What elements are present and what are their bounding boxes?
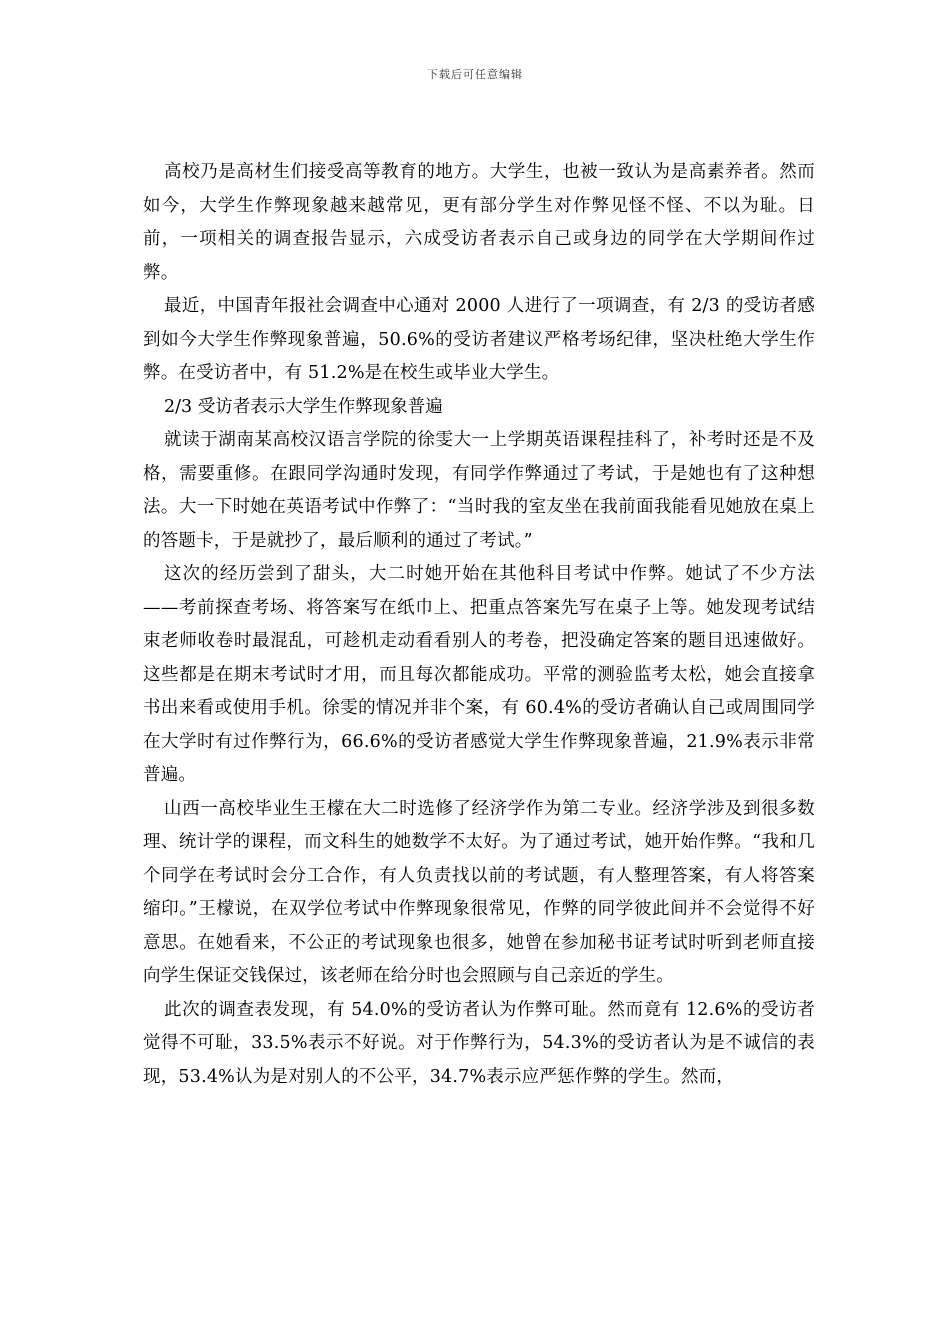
article-body bbox=[143, 156, 815, 1094]
paragraph-intro: 高校乃是高材生们接受高等教育的地方。大学生，也被一致认为是高素养者。然而如今，大学生作弊现象越来越常见，更有部分学生对作弊见怪不怪、不以为耻。日前，一项相关的调查报告显示，六成受访者表示自己或身边的同学在大学期间作过弊。 bbox=[143, 162, 815, 283]
paragraph-survey-results: 此次的调查表发现，有 54.0%的受访者认为作弊可耻。然而竟有 12.6%的受访者觉得不可耻，33.5%表示不好说。对于作弊行为，54.3%的受访者认为是不诚信的表现，53.4%认为是对别人的不公平，34.7%表示应严惩作弊的学生。然而， bbox=[143, 999, 815, 1087]
paragraph-xuwen-case: 就读于湖南某高校汉语言学院的徐雯大一上学期英语课程挂科了，补考时还是不及格，需要重修。在跟同学沟通时发现，有同学作弊通过了考试，于是她也有了这种想法。大一下时她在英语考试中作弊了：“当时我的室友坐在我前面我能看见她放在桌上的答题卡，于是就抄了，最后顺利的通过了考试。” bbox=[143, 430, 815, 551]
section-heading: 2/3 受访者表示大学生作弊现象普遍 bbox=[164, 396, 443, 417]
paragraph-survey: 最近，中国青年报社会调查中心通对 2000 人进行了一项调查，有 2/3 的受访者感到如今大学生作弊现象普遍，50.6%的受访者建议严格考场纪律，坚决杜绝大学生作弊。在受访者中，有 51.2%是在校生或毕业大学生。 bbox=[143, 296, 815, 383]
paragraph-xuwen-methods: 这次的经历尝到了甜头，大二时她开始在其他科目考试中作弊。她试了不少方法——考前探查考场、将答案写在纸巾上、把重点答案先写在桌子上等。她发现考试结束老师收卷时最混乱，可趁机走动看看别人的考卷，把没确定答案的题目迅速做好。这些都是在期末考试时才用，而且每次都能成功。平常的测验监考太松，她会直接拿书出来看或使用手机。徐雯的情况并非个案，有 60.4%的受访者确认自己或周围同学在大学时有过作弊行为，66.6%的受访者感觉大学生作弊现象普遍，21.9%表示非常普遍。 bbox=[143, 564, 815, 785]
paragraph-wangmeng-case: 山西一高校毕业生王檬在大二时选修了经济学作为第二专业。经济学涉及到很多数理、统计学的课程，而文科生的她数学不太好。为了通过考试，她开始作弊。“我和几个同学在考试时会分工合作，有人负责找以前的考试题，有人整理答案，有人将答案缩印。”王檬说，在双学位考试中作弊现象很常见，作弊的同学彼此间并不会觉得不好意思。在她看来，不公正的考试现象也很多，她曾在参加秘书证考试时听到老师直接向学生保证交钱保过，该老师在给分时也会照顾与自己亲近的学生。 bbox=[143, 798, 815, 986]
page-header: 下载后可任意编辑 bbox=[427, 68, 523, 81]
